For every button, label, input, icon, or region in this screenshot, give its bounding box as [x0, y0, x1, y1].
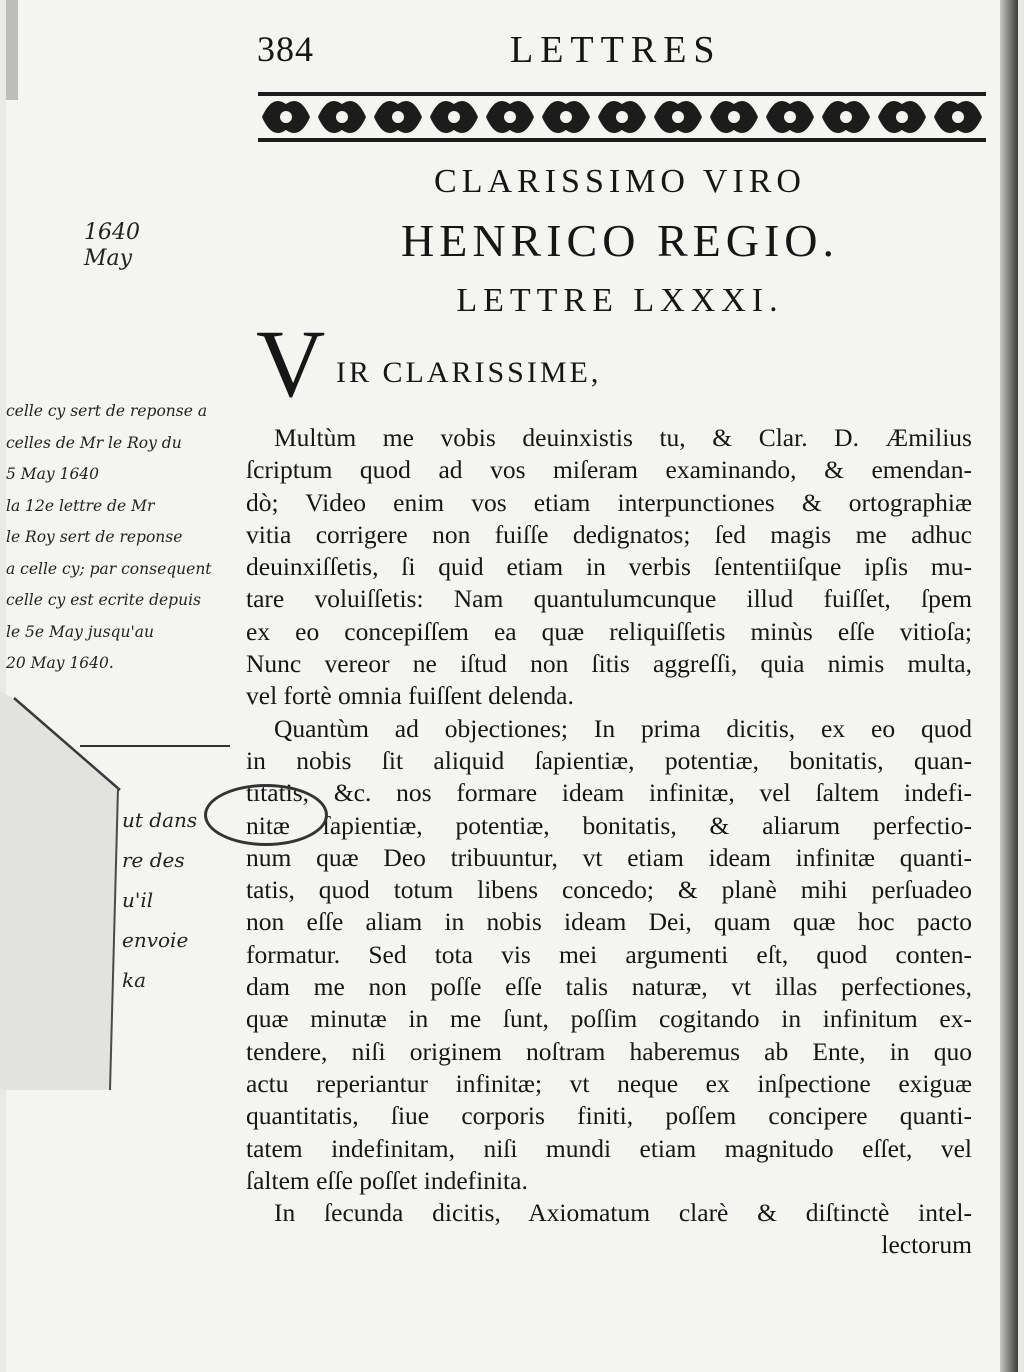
margin-note-line: celle cy est ecrite depuis [6, 591, 201, 609]
body-line: formatur. Sed tota vis mei argumenti eſt, quod conten- [246, 939, 972, 969]
body-line: in nobis ſit aliquid ſapientiæ, potentiæ, bonitatis, quan- [246, 745, 972, 775]
body-line: quantitatis, ſiue corporis finiti, poſſem concipere quanti- [246, 1101, 972, 1131]
drop-cap: V [256, 310, 326, 417]
body-line: ſaltem eſſe poſſet indefinita. [246, 1165, 528, 1195]
handwritten-margin-date [84, 220, 140, 272]
body-line: dam me non poſſe eſſe talis naturæ, vt illas perfectiones, [246, 972, 972, 1002]
body-line: In ſecunda dicitis, Axiomatum clarè & diſtinctè intel- [274, 1198, 972, 1228]
margin-note-line: 20 May 1640. [6, 654, 114, 672]
margin-note-line: la 12e lettre de Mr [6, 496, 155, 515]
running-head: LETTRES [510, 29, 722, 71]
body-line: ex eo concepiſſem ea quæ reliquiſſetis minùs eſſe vitioſa; [246, 616, 972, 646]
body-line: dò; Video enim vos etiam interpunctiones & ortographiæ [246, 487, 972, 517]
body-line: num quæ Deo tribuuntur, vt etiam ideam infinitæ quanti- [246, 842, 972, 872]
body-line: nitæ ſapientiæ, potentiæ, bonitatis, & aliarum perfectio- [246, 810, 972, 840]
body-line: vel fortè omnia fuiſſent delenda. [246, 681, 574, 711]
fragment-line: u'il [122, 888, 154, 912]
clipped-handwritten-fragments [122, 800, 197, 1000]
salutation: IR CLARISSIME, [336, 356, 602, 389]
margin-note-line: a celle cy; par consequent [6, 559, 212, 578]
letter-number: LETTRE LXXXI. [456, 282, 784, 319]
margin-date-year: 1640 [84, 220, 140, 245]
body-line: quæ minutæ in me ſunt, poſſim cogitando in infinitum ex- [246, 1004, 972, 1034]
body-line: ſcriptum quod ad vos miſeram examinando, & emendan- [246, 455, 972, 485]
margin-date-month: May [84, 246, 133, 271]
body-line: non eſſe aliam in nobis ideam Dei, quam quæ hoc pacto [246, 907, 972, 937]
fragment-line: ut dans [122, 808, 198, 832]
margin-note-line: celles de Mr le Roy du [6, 433, 182, 452]
library-stamp [204, 784, 328, 846]
fragment-line: re des [122, 848, 185, 872]
letter-body [246, 422, 972, 1262]
body-line: titatis, &c. nos formare ideam infinitæ, vel ſaltem indefi- [246, 778, 972, 808]
body-line: tatis, quod totum libens concedo; & planè mihi perſuadeo [246, 875, 972, 905]
scan-corner-shadow [6, 0, 18, 100]
page-number: 384 [257, 29, 314, 69]
body-line: tatem indefinitam, niſi mundi etiam magnitudo eſſet, vel [246, 1133, 972, 1163]
margin-note-line: 5 May 1640 [6, 465, 100, 483]
body-line: tendere, niſi originem noſtram haberemus ab Ente, in quo [246, 1036, 972, 1066]
fragment-line: envoie [122, 928, 189, 952]
title-recipient-name: HENRICO REGIO. [401, 215, 839, 266]
title-addressee-line: CLARISSIMO VIRO [434, 163, 806, 200]
catchword: lectorum [881, 1230, 972, 1260]
body-line: Quantùm ad objectiones; In prima dicitis, ex eo quod [274, 713, 972, 743]
body-line: actu reperiantur infinitæ; vt neque ex inſpectione exiguæ [246, 1068, 972, 1098]
handwritten-margin-note [6, 396, 256, 680]
margin-note-line: le Roy sert de reponse [6, 528, 183, 546]
scan-edge-shadow [1000, 0, 1018, 1372]
body-line: Multùm me vobis deuinxistis tu, & Clar. D. Æmilius [274, 423, 972, 452]
ornament-band [258, 92, 986, 142]
margin-note-line: celle cy sert de reponse a [6, 402, 208, 420]
body-line: Nunc vereor ne iſtud non ſitis aggreſſi, quia nimis multa, [246, 649, 972, 679]
body-line: deuinxiſſetis, ſi quid etiam in verbis ſententiiſque ipſis mu- [246, 552, 972, 582]
fragment-line: ka [122, 968, 147, 992]
body-line: tare voluiſſetis: Nam quantulumcunque illud fuiſſet, ſpem [246, 584, 972, 614]
torn-paper-flap [0, 690, 240, 1090]
margin-note-line: le 5e May jusqu'au [6, 622, 154, 641]
body-line: vitia corrigere non fuiſſe dedignatos; ſed magis me adhuc [246, 519, 972, 549]
